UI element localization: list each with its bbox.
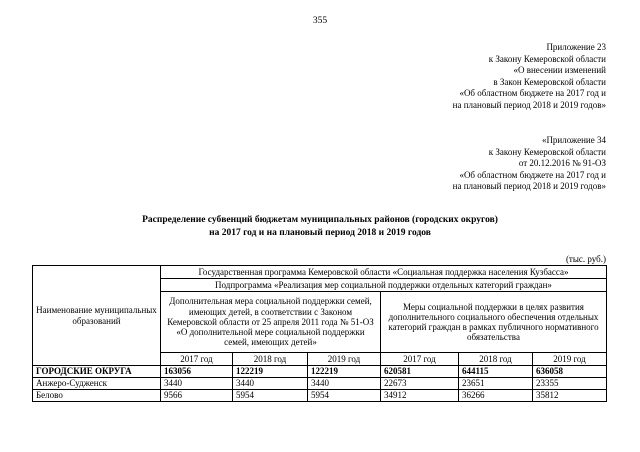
table-row (33, 378, 607, 390)
year-header: 2017 год (381, 353, 459, 366)
row-value: 23651 (459, 378, 533, 390)
document-title (0, 214, 640, 240)
row-value: 23355 (533, 378, 607, 390)
document-title-line: на 2017 год и на плановый период 2018 и 2019 годов (209, 228, 431, 238)
row-value: 620581 (381, 366, 459, 378)
year-header: 2019 год (308, 353, 381, 366)
row-value: 636058 (533, 366, 607, 378)
appendix-34-line: «Приложение 34 (541, 135, 606, 145)
appendix-34-line: от 20.12.2016 № 91-ОЗ (518, 158, 606, 169)
row-value: 3440 (308, 378, 381, 390)
appendix-23-line: к Закону Кемеровской области (488, 53, 606, 64)
table-row (33, 366, 607, 378)
row-value: 36266 (459, 390, 533, 402)
row-value: 9566 (161, 390, 233, 402)
row-value: 34912 (381, 390, 459, 402)
row-name: Белово (33, 390, 161, 402)
year-header: 2018 год (233, 353, 308, 366)
row-value: 644115 (459, 366, 533, 378)
row-value: 3440 (233, 378, 308, 390)
row-value: 5954 (233, 390, 308, 402)
appendix-23-block (453, 42, 606, 112)
row-value: 122219 (233, 366, 308, 378)
row-value: 163056 (161, 366, 233, 378)
name-header: Наименование муниципальных образований (33, 266, 161, 366)
appendix-23-line: в Закон Кемеровской области (493, 76, 606, 87)
appendix-34-line: к Закону Кемеровской области (488, 146, 606, 157)
appendix-23-line: на плановый период 2018 и 2019 годов» (452, 99, 606, 110)
year-header: 2018 год (459, 353, 533, 366)
table-row (33, 390, 607, 402)
appendix-23-line: «О внесении изменений (513, 65, 606, 76)
appendix-34-block (453, 135, 606, 193)
year-header: 2019 год (533, 353, 607, 366)
row-value: 5954 (308, 390, 381, 402)
measure-1-header: Дополнительная мера социальной поддержки семей, имеющих детей, в соответствии с Законом Кемеровской области от 25 апреля 2011 года № 51-ОЗ «О дополнительной мере социальной поддержки семей, имеющих детей» (161, 292, 381, 353)
row-value: 122219 (308, 366, 381, 378)
measure-2-header: Меры социальной поддержки в целях развития дополнительного социального обеспечения отдельных категорий граждан в рамках публичного нормативного обязательства (381, 292, 607, 353)
subvention-table (32, 265, 607, 402)
units-label: (тыс. руб.) (565, 254, 606, 264)
row-value: 35812 (533, 390, 607, 402)
appendix-23-line: «Об областном бюджете на 2017 год и (459, 88, 606, 99)
appendix-23-line: Приложение 23 (546, 42, 606, 52)
year-header: 2017 год (161, 353, 233, 366)
appendix-34-line: на плановый период 2018 и 2019 годов» (452, 181, 606, 192)
row-value: 3440 (161, 378, 233, 390)
document-title-line: Распределение субвенций бюджетам муниципальных районов (городских округов) (142, 215, 498, 225)
subprogram-header: Подпрограмма «Реализация мер социальной поддержки отдельных категорий граждан» (161, 279, 607, 292)
program-header: Государственная программа Кемеровской области «Социальная поддержка населения Кузбасса» (161, 266, 607, 279)
row-value: 22673 (381, 378, 459, 390)
page-number: 355 (312, 16, 328, 26)
appendix-34-line: «Об областном бюджете на 2017 год и (459, 169, 606, 180)
row-name: Анжеро-Судженск (33, 378, 161, 390)
row-name: ГОРОДСКИЕ ОКРУГА (33, 366, 161, 378)
